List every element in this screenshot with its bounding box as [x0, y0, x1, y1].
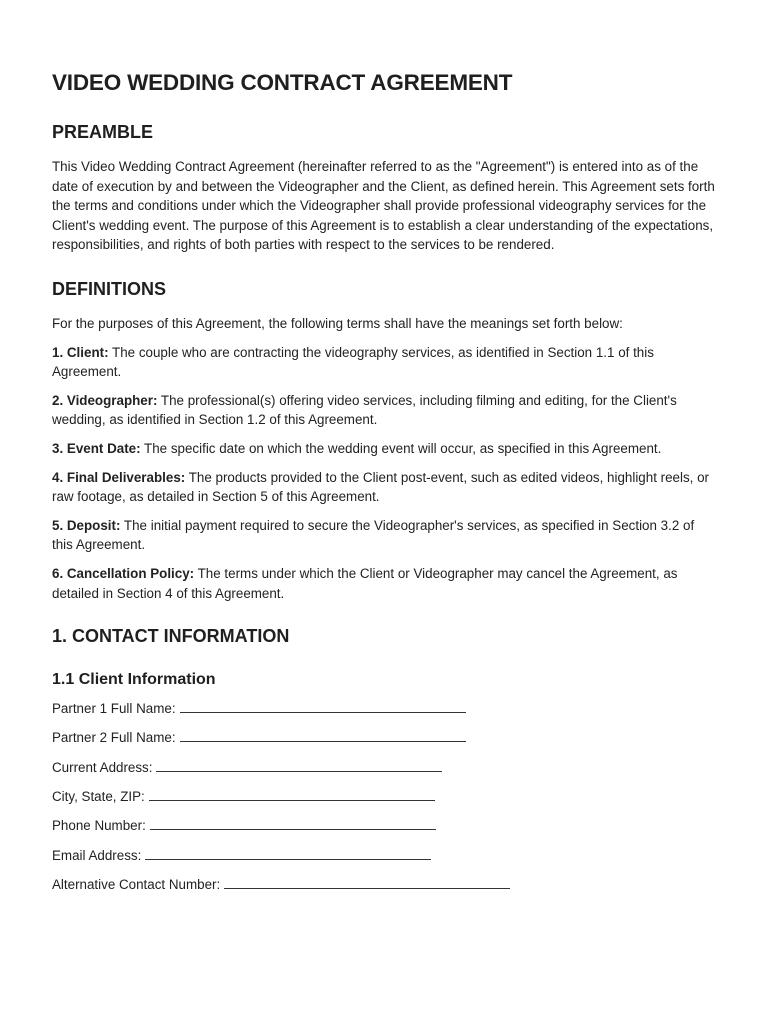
contact-section	[52, 626, 718, 894]
definition-item	[52, 564, 718, 603]
definition-item	[52, 516, 718, 555]
definition-text: The products provided to the Client post-event, such as edited videos, highlight reels, or raw footage, as detailed in Section 5 of this Agreement.	[52, 469, 710, 505]
current-address-blank[interactable]	[156, 759, 442, 772]
definition-text: The terms under which the Client or Videographer may cancel the Agreement, as detailed in Section 4 of this Agreement.	[52, 565, 678, 601]
definition-term: 3. Event Date:	[52, 440, 141, 456]
definition-term: 2. Videographer:	[52, 392, 158, 408]
preamble-section	[52, 122, 718, 255]
partner1-name-blank[interactable]	[180, 700, 466, 713]
definition-term: 5. Deposit:	[52, 517, 121, 533]
definition-item	[52, 439, 718, 459]
preamble-text: This Video Wedding Contract Agreement (hereinafter referred to as the "Agreement") is entered into as of the date of execution by and between the Videographer and the Client, as defined herein. This Agreement sets forth the terms and conditions under which the Videographer shall provide professional videography services for the Client's wedding event. The purpose of this Agreement is to establish a clear understanding of the expectations, responsibilities, and rights of both parties with respect to the services to be rendered.	[52, 159, 715, 253]
definitions-intro: For the purposes of this Agreement, the following terms shall have the meanings set forth below:	[52, 315, 623, 331]
definition-term: 6. Cancellation Policy:	[52, 565, 195, 581]
definition-text: The initial payment required to secure the Videographer's services, as specified in Section 3.2 of this Agreement.	[52, 517, 695, 553]
document-title: VIDEO WEDDING CONTRACT AGREEMENT	[52, 70, 513, 95]
city-state-zip-blank[interactable]	[149, 788, 435, 801]
definition-item	[52, 343, 718, 382]
definition-text: The specific date on which the wedding event will occur, as specified in this Agreement.	[140, 440, 662, 456]
phone-number-field	[52, 816, 718, 836]
partner2-name-field	[52, 728, 718, 748]
field-label: Partner 1 Full Name:	[52, 701, 176, 717]
contact-heading: 1. CONTACT INFORMATION	[52, 626, 290, 647]
field-label: Partner 2 Full Name:	[52, 730, 176, 746]
field-label: Email Address:	[52, 847, 142, 863]
definition-term: 4. Final Deliverables:	[52, 469, 186, 485]
preamble-heading: PREAMBLE	[52, 122, 154, 142]
field-label: City, State, ZIP:	[52, 788, 145, 804]
definition-text: The professional(s) offering video services, including filming and editing, for the Client's wedding, as identified in Section 1.2 of this Agreement.	[52, 392, 677, 428]
definition-term: 1. Client:	[52, 344, 109, 360]
field-label: Current Address:	[52, 759, 153, 775]
alt-contact-number-blank[interactable]	[224, 876, 510, 889]
field-label: Phone Number:	[52, 818, 146, 834]
partner2-name-blank[interactable]	[180, 729, 466, 742]
client-info-heading: 1.1 Client Information	[52, 671, 216, 689]
partner1-name-field	[52, 699, 718, 719]
email-address-blank[interactable]	[145, 847, 431, 860]
definitions-heading: DEFINITIONS	[52, 278, 167, 299]
field-label: Alternative Contact Number:	[52, 876, 221, 892]
definition-item	[52, 468, 718, 507]
alt-contact-number-field	[52, 875, 718, 895]
phone-number-blank[interactable]	[150, 817, 436, 830]
current-address-field	[52, 758, 718, 778]
city-state-zip-field	[52, 787, 718, 807]
definitions-section	[52, 279, 718, 603]
email-address-field	[52, 846, 718, 866]
definition-text: The couple who are contracting the videography services, as identified in Section 1.1 of this Agreement.	[52, 344, 654, 380]
definition-item	[52, 391, 718, 430]
